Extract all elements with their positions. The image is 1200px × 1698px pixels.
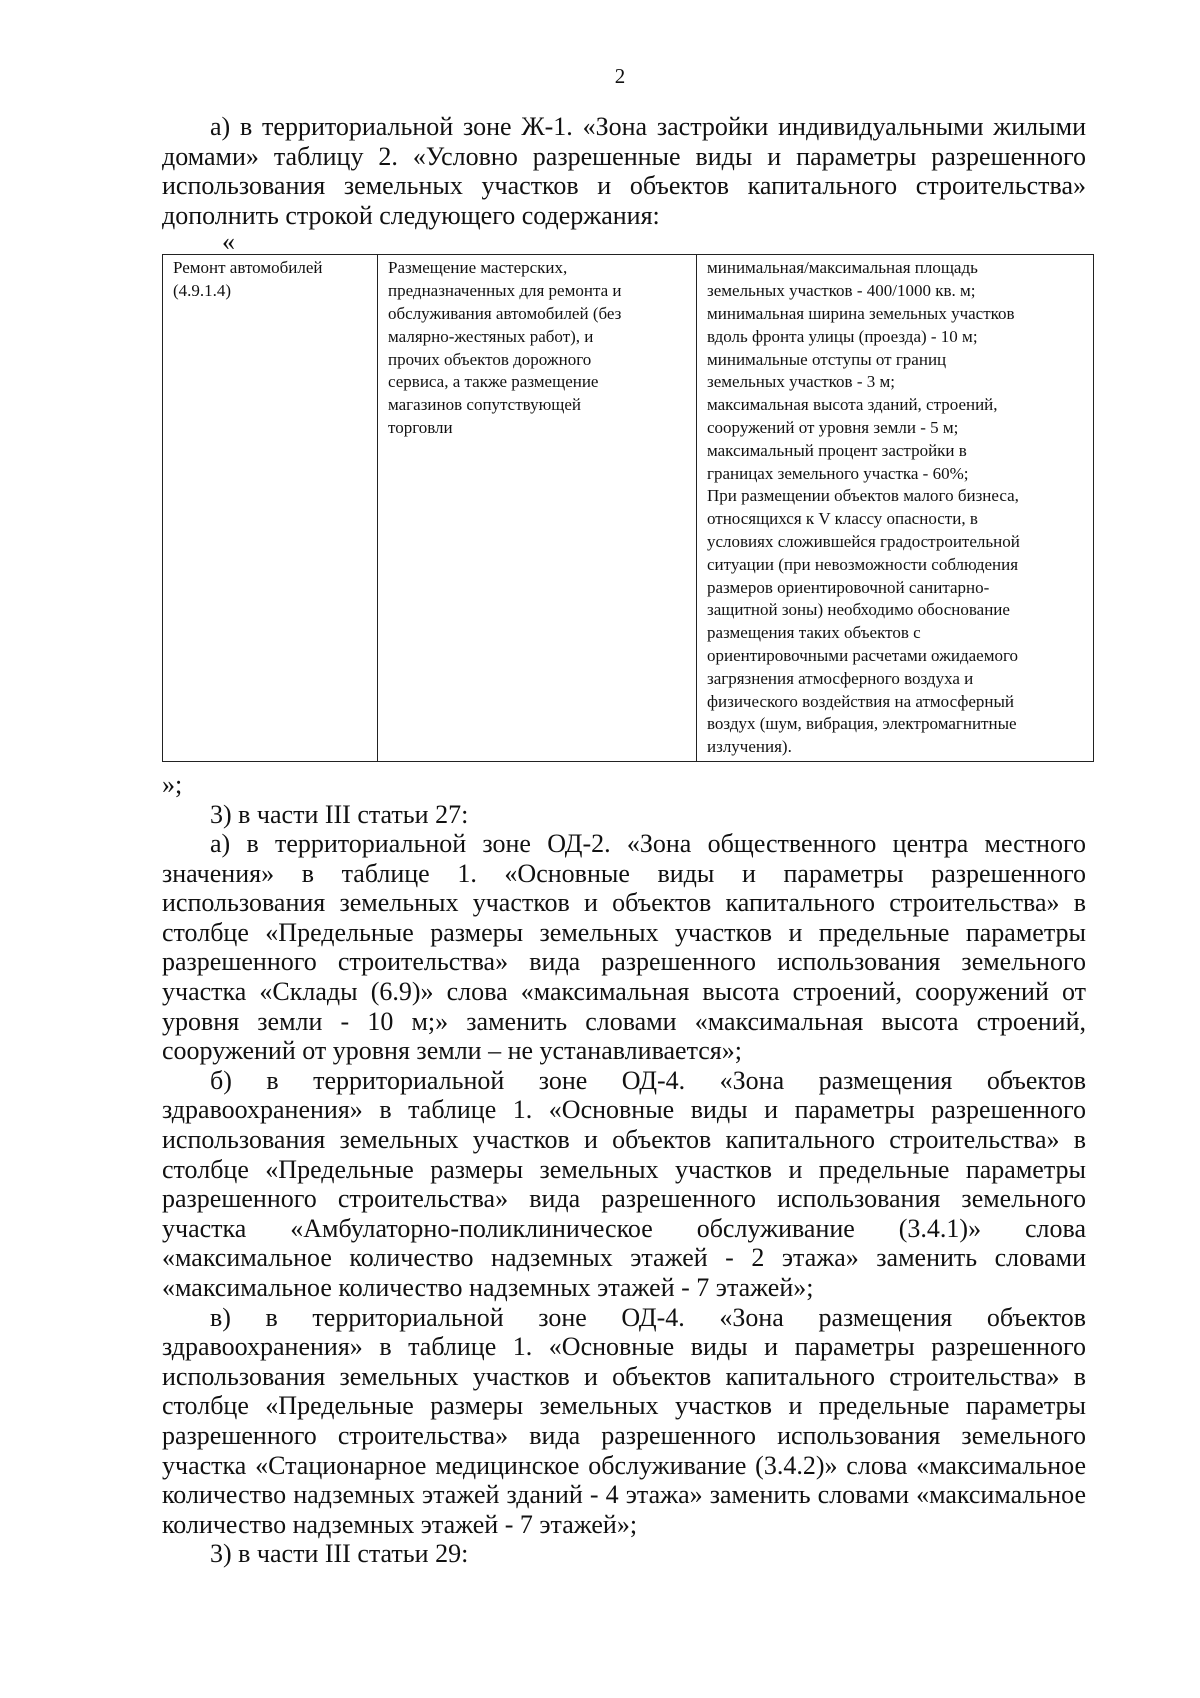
cell-line: магазинов сопутствующей bbox=[388, 395, 582, 415]
cell-line: малярно-жестяных работ), и bbox=[388, 326, 594, 346]
closing-quote: »; bbox=[162, 769, 183, 799]
inserted-table-row bbox=[162, 254, 1094, 762]
cell-line: минимальные отступы от границ bbox=[707, 349, 947, 369]
document-body bbox=[162, 112, 1086, 1569]
opening-quote: « bbox=[222, 227, 235, 257]
cell-line: загрязнения атмосферного воздуха и bbox=[707, 668, 974, 688]
table-row bbox=[163, 255, 1094, 762]
cell-line: торговли bbox=[388, 417, 453, 437]
item-3-part-27: 3) в части III статьи 27: bbox=[210, 799, 469, 829]
cell-line: ситуации (при невозможности соблюдения bbox=[707, 554, 1019, 574]
item-3-part-29: 3) в части III статьи 29: bbox=[210, 1539, 469, 1569]
cell-line: защитной зоны) необходимо обоснование bbox=[707, 600, 1010, 620]
cell-line: земельных участков - 400/1000 кв. м; bbox=[707, 281, 976, 301]
cell-line: ориентировочными расчетами ожидаемого bbox=[707, 645, 1019, 665]
page-number: 2 bbox=[614, 64, 626, 88]
paragraph-zone-zh1: а) в территориальной зоне Ж-1. «Зона застройки индивидуальными жилыми домами» таблицу 2. «Условно разрешенные виды и параметры разрешенного использования земельных участков и объектов капитального строительства» дополнить строкой следующего содержания: bbox=[162, 112, 1086, 230]
cell-line: размеров ориентировочной санитарно- bbox=[707, 577, 990, 597]
cell-line: максимальный процент застройки в bbox=[707, 440, 967, 460]
cell-line: предназначенных для ремонта и bbox=[388, 281, 622, 301]
cell-line: физического воздействия на атмосферный bbox=[707, 691, 1015, 711]
cell-line: земельных участков - 3 м; bbox=[707, 372, 895, 392]
cell-line: воздух (шум, вибрация, электромагнитные bbox=[707, 714, 1017, 734]
paragraph-zone-od2: а) в территориальной зоне ОД-2. «Зона общественного центра местного значения» в таблице 1. «Основные виды и параметры разрешенного использования земельных участков и объектов капитального строительства» в столбце «Предельные размеры земельных участков и предельные параметры разрешенного строительства» вида разрешенного использования земельного участка «Склады (6.9)» слова «максимальная высота строений, сооружений от уровня земли - 10 м;» заменить словами «максимальная высота строений, сооружений от уровня земли – не устанавливается»; bbox=[162, 829, 1086, 1066]
cell-line: условиях сложившейся градостроительной bbox=[707, 531, 1020, 551]
cell-line: При размещении объектов малого бизнеса, bbox=[707, 486, 1019, 506]
cell-line: Ремонт автомобилей bbox=[173, 258, 323, 278]
cell-line: относящихся к V классу опасности, в bbox=[707, 509, 978, 529]
cell-line: сервиса, а также размещение bbox=[388, 372, 599, 392]
cell-line: прочих объектов дорожного bbox=[388, 349, 592, 369]
table-cell-description bbox=[378, 255, 697, 762]
cell-line: минимальная ширина земельных участков bbox=[707, 303, 1015, 323]
cell-line: минимальная/максимальная площадь bbox=[707, 258, 978, 278]
cell-line: излучения). bbox=[707, 737, 792, 757]
cell-line: (4.9.1.4) bbox=[173, 281, 232, 301]
cell-line: сооружений от уровня земли - 5 м; bbox=[707, 417, 959, 437]
cell-line: границах земельного участка - 60%; bbox=[707, 463, 969, 483]
cell-line: обслуживания автомобилей (без bbox=[388, 303, 622, 323]
paragraph-zone-od4-b: б) в территориальной зоне ОД-4. «Зона размещения объектов здравоохранения» в таблице 1. «Основные виды и параметры разрешенного использования земельных участков и объектов капитального строительства» в столбце «Предельные размеры земельных участков и предельные параметры разрешенного строительства» вида разрешенного использования земельного участка «Амбулаторно-поликлиническое обслуживание (3.4.1)» слова «максимальное количество надземных этажей - 2 этажа» заменить словами «максимальное количество надземных этажей - 7 этажей»; bbox=[162, 1065, 1086, 1302]
cell-line: вдоль фронта улицы (проезда) - 10 м; bbox=[707, 326, 978, 346]
cell-line: Размещение мастерских, bbox=[388, 258, 568, 278]
table-cell-use-type bbox=[163, 255, 378, 762]
paragraph-zone-od4-v: в) в территориальной зоне ОД-4. «Зона размещения объектов здравоохранения» в таблице 1. «Основные виды и параметры разрешенного использования земельных участков и объектов капитального строительства» в столбце «Предельные размеры земельных участков и предельные параметры разрешенного строительства» вида разрешенного использования земельного участка «Стационарное медицинское обслуживание (3.4.2)» слова «максимальное количество надземных этажей зданий - 4 этажа» заменить словами «максимальное количество надземных этажей - 7 этажей»; bbox=[162, 1302, 1086, 1539]
cell-line: максимальная высота зданий, строений, bbox=[707, 395, 998, 415]
table-cell-parameters bbox=[697, 255, 1094, 762]
cell-line: размещения таких объектов с bbox=[707, 623, 921, 643]
